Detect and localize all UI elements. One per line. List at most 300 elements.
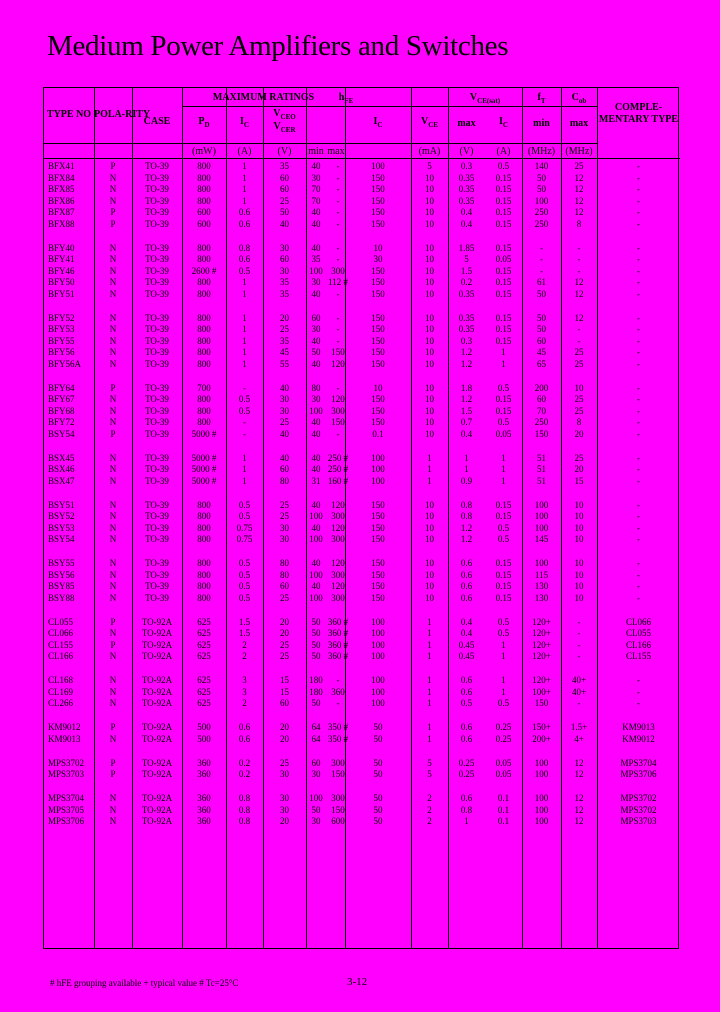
table-cell: 60 xyxy=(280,254,289,264)
table-cell: 2 xyxy=(242,651,247,661)
table-cell: TO-92A xyxy=(141,628,173,638)
table-cell: 100 xyxy=(534,804,549,815)
type-number: BFY64 xyxy=(48,382,75,393)
table-cell: 150 xyxy=(371,581,385,591)
table-row xyxy=(44,266,680,278)
type-number: BFY55 xyxy=(48,335,75,346)
table-cell: 150 xyxy=(371,184,385,194)
table-cell: 0.1 xyxy=(372,428,384,439)
table-cell: 0.5 xyxy=(497,616,510,627)
header-hfe-ic: $I_C$ xyxy=(373,116,383,129)
table-cell: 0.05 xyxy=(495,428,512,439)
table-cell: 300 xyxy=(331,757,345,768)
table-cell: 1.2 xyxy=(460,358,473,369)
table-cell: 800 xyxy=(197,277,211,287)
table-cell: 800 xyxy=(197,394,211,404)
table-cell: 40 xyxy=(280,452,289,463)
table-cell: TO-92A xyxy=(141,722,173,732)
type-number: BFY40 xyxy=(48,242,75,253)
table-cell: TO-39 xyxy=(145,335,169,346)
header-pd: $P_D$ xyxy=(198,116,210,129)
type-number: BFX87 xyxy=(48,207,75,217)
table-cell: 360 # xyxy=(327,639,349,650)
table-cell: N xyxy=(109,242,117,253)
table-cell: 0.5 xyxy=(460,698,473,708)
table-cell: 80 xyxy=(280,558,289,568)
table-cell: 100 xyxy=(534,558,549,568)
table-cell: 40+ xyxy=(571,675,587,685)
table-cell: 1 xyxy=(242,464,247,474)
table-row xyxy=(44,173,680,185)
table-cell: 40 xyxy=(311,499,321,510)
table-cell: 180 xyxy=(309,675,323,685)
table-cell: 10 xyxy=(425,405,434,416)
table-cell: 150 xyxy=(371,558,385,568)
table-cell: 1 xyxy=(242,277,247,287)
table-cell: 12 xyxy=(574,207,584,217)
table-cell: 100 xyxy=(534,522,549,533)
table-cell: 800 xyxy=(197,534,211,544)
table-cell: 360 # xyxy=(327,616,349,627)
table-cell: 800 xyxy=(197,184,211,194)
table-cell: 30 xyxy=(280,534,289,544)
table-row xyxy=(44,429,680,441)
header-hfe-min: min xyxy=(308,146,324,157)
table-cell: 0.2 xyxy=(238,757,251,768)
type-number: BFY50 xyxy=(48,277,75,287)
table-cell: - xyxy=(637,475,640,486)
table-cell: 360 # xyxy=(327,628,349,638)
table-cell: 10 xyxy=(425,335,434,346)
table-cell: 0.45 xyxy=(458,639,475,650)
table-row xyxy=(44,406,680,418)
table-cell: 0.15 xyxy=(495,207,512,217)
table-row xyxy=(44,289,680,301)
table-cell: 1.2 xyxy=(460,534,473,544)
table-cell: 0.2 xyxy=(238,769,251,779)
table-cell: N xyxy=(109,511,117,521)
table-cell: 2 xyxy=(427,793,432,803)
table-cell: 10 xyxy=(425,288,434,299)
table-cell: 150 xyxy=(371,277,385,287)
table-cell: 1 xyxy=(501,464,506,474)
table-cell: 0.2 xyxy=(460,277,473,287)
table-cell: 40 xyxy=(311,464,321,474)
table-cell: 50 xyxy=(311,698,321,708)
table-cell: 50 xyxy=(537,288,546,299)
table-cell: - xyxy=(577,324,581,334)
table-cell: 800 xyxy=(197,254,211,264)
table-cell: 10 xyxy=(574,558,584,568)
type-number: BFY56 xyxy=(48,347,75,357)
table-cell: 0.6 xyxy=(460,733,473,744)
table-cell: 0.5 xyxy=(497,628,510,638)
table-cell: 625 xyxy=(197,616,211,627)
table-cell: 1.85 xyxy=(458,242,475,253)
table-row xyxy=(44,336,680,348)
header-max-ratings: MAXIMUM RATINGS xyxy=(212,92,315,103)
type-number: MPS3706 xyxy=(48,816,85,826)
table-cell: 250 # xyxy=(327,452,349,463)
table-cell: TO-39 xyxy=(145,172,169,183)
type-number: CL168 xyxy=(48,675,74,685)
table-cell: 1.5 xyxy=(460,405,473,416)
table-cell: 1 xyxy=(501,675,506,685)
table-cell: 800 xyxy=(197,242,211,253)
table-cell: 140 xyxy=(534,161,549,171)
table-cell: 350 # xyxy=(327,722,349,732)
table-cell: TO-39 xyxy=(145,522,169,533)
table-cell: 130 xyxy=(534,592,549,603)
table-cell: 25 xyxy=(574,405,584,416)
table-cell: TO-92A xyxy=(141,816,173,826)
table-cell: 60 xyxy=(311,757,321,768)
table-cell: 0.5 xyxy=(238,558,251,568)
table-cell: 0.15 xyxy=(495,581,512,591)
table-cell: 10 xyxy=(425,428,434,439)
unit-pd: (mW) xyxy=(192,146,216,157)
table-cell: TO-39 xyxy=(145,195,169,206)
table-cell: 35 xyxy=(280,277,289,287)
table-cell: 1 xyxy=(427,675,432,685)
table-cell: 250 xyxy=(534,207,549,217)
table-cell: P xyxy=(110,161,116,171)
unit-vsat-text: (V) xyxy=(459,146,474,157)
table-cell: 1 xyxy=(501,347,506,357)
table-cell: 1 xyxy=(501,639,506,650)
table-cell: 12 xyxy=(574,793,584,803)
table-row xyxy=(44,534,680,546)
table-cell: 51 xyxy=(537,452,546,463)
table-cell: 0.8 xyxy=(460,499,473,510)
table-cell: TO-92A xyxy=(141,733,173,744)
table-cell: 10 xyxy=(425,195,434,206)
table-cell: N xyxy=(109,804,117,815)
table-cell: - xyxy=(637,558,640,568)
table-cell: 0.25 xyxy=(458,757,475,768)
table-cell: 150 xyxy=(331,769,345,779)
table-cell: 1 xyxy=(242,335,247,346)
table-cell: 60 xyxy=(537,335,546,346)
table-cell: 1 xyxy=(242,347,247,357)
table-row xyxy=(44,500,680,512)
table-cell: 350 # xyxy=(327,733,349,744)
table-cell: 70 xyxy=(311,184,321,194)
table-cell: 1 xyxy=(427,698,432,708)
table-cell: 30 xyxy=(280,394,289,404)
table-cell: - xyxy=(336,172,340,183)
table-cell: 10 xyxy=(574,581,584,591)
table-cell: 5000 # xyxy=(191,428,217,439)
table-cell: - xyxy=(243,417,246,427)
header-polarity: POLA-RITY xyxy=(94,109,151,120)
table-cell: 100 xyxy=(309,265,323,276)
table-cell: N xyxy=(109,592,117,603)
table-row xyxy=(44,758,680,770)
table-cell: 0.35 xyxy=(458,288,475,299)
table-cell: 100 xyxy=(309,592,323,603)
table-cell: 150+ xyxy=(532,722,551,732)
table-cell: 12 xyxy=(574,312,584,323)
unit-ft-text: (MHz) xyxy=(527,146,556,157)
table-row xyxy=(44,313,680,325)
table-cell: 1 xyxy=(427,452,432,463)
table-cell: 100 xyxy=(371,452,385,463)
table-cell: 5000 # xyxy=(191,475,217,486)
table-cell: 10 xyxy=(373,242,383,253)
table-cell: 0.15 xyxy=(495,184,512,194)
table-cell: TO-39 xyxy=(145,464,169,474)
table-cell: 1 xyxy=(242,288,247,299)
table-cell: 1 xyxy=(427,616,432,627)
table-cell: - xyxy=(637,686,640,697)
table-cell: 40 xyxy=(311,288,321,299)
table-cell: 60 xyxy=(280,184,289,194)
table-cell: 0.15 xyxy=(495,499,512,510)
table-cell: P xyxy=(110,428,116,439)
table-cell: TO-39 xyxy=(145,592,169,603)
table-cell: 10 xyxy=(425,558,434,568)
table-cell: 60 xyxy=(280,698,289,708)
header-ft-min: min xyxy=(533,118,550,129)
table-cell: - xyxy=(243,428,246,439)
table-cell: 150 xyxy=(371,592,385,603)
type-number: BSY54 xyxy=(48,534,75,544)
table-cell: 10 xyxy=(425,184,434,194)
table-cell: 3 xyxy=(242,675,247,685)
table-row xyxy=(44,207,680,219)
table-cell: 61 xyxy=(537,277,546,287)
type-number: BFX84 xyxy=(48,172,75,183)
table-cell: - xyxy=(637,242,640,253)
table-cell: 50 xyxy=(280,207,289,217)
type-number: BSY53 xyxy=(48,522,75,533)
table-cell: P xyxy=(110,218,116,229)
type-number: BFY41 xyxy=(48,254,75,264)
table-cell: - xyxy=(637,522,640,533)
table-cell: TO-39 xyxy=(145,218,169,229)
table-cell: TO-92A xyxy=(141,757,173,768)
table-cell: 64 xyxy=(311,733,321,744)
table-cell: 25 xyxy=(280,324,289,334)
table-cell: 100 xyxy=(309,405,323,416)
type-number: BSX46 xyxy=(48,464,75,474)
table-cell: 10 xyxy=(425,511,434,521)
table-cell: 1.8 xyxy=(460,382,473,393)
type-number: BSY88 xyxy=(48,592,75,603)
table-cell: 0.35 xyxy=(458,184,475,194)
type-number: BFX41 xyxy=(48,161,75,171)
table-cell: 150 xyxy=(371,207,385,217)
table-cell: 25 xyxy=(280,757,289,768)
table-cell: 150 xyxy=(371,358,385,369)
table-cell: 30 xyxy=(280,804,289,815)
table-cell: 50 xyxy=(373,793,383,803)
table-cell: - xyxy=(577,639,581,650)
table-cell: - xyxy=(336,312,340,323)
table-cell: 70 xyxy=(311,195,321,206)
table-cell: TO-92A xyxy=(141,793,173,803)
table-cell: - xyxy=(637,288,640,299)
table-cell: 31 xyxy=(311,475,321,486)
header-vcesat: $V_{CE(sat)}$ xyxy=(469,92,501,105)
table-cell: 0.75 xyxy=(236,534,253,544)
table-cell: 0.5 xyxy=(497,698,510,708)
table-cell: MPS3702 xyxy=(620,793,657,803)
table-cell: 4+ xyxy=(574,733,584,744)
table-cell: 800 xyxy=(197,347,211,357)
table-cell: 30 xyxy=(280,769,289,779)
table-cell: 0.5 xyxy=(497,161,510,171)
table-cell: 0.6 xyxy=(238,218,251,229)
table-cell: N xyxy=(109,277,117,287)
table-cell: 0.6 xyxy=(238,254,251,264)
table-row xyxy=(44,687,680,699)
table-cell: - xyxy=(637,207,640,217)
table-cell: 10 xyxy=(425,358,434,369)
table-cell: 10 xyxy=(574,511,584,521)
table-cell: 5 xyxy=(427,769,432,779)
table-cell: N xyxy=(109,254,117,264)
table-cell: 800 xyxy=(197,417,211,427)
table-cell: 800 xyxy=(197,511,211,521)
table-cell: 50 xyxy=(311,628,321,638)
table-cell: - xyxy=(637,464,640,474)
table-cell: - xyxy=(637,382,640,393)
table-cell: N xyxy=(109,569,117,580)
table-cell: 100 xyxy=(371,651,385,661)
table-cell: 145 xyxy=(534,534,549,544)
table-cell: 100 xyxy=(371,464,385,474)
header-vcesat-max: max xyxy=(457,118,476,129)
table-cell: 30 xyxy=(280,522,289,533)
table-cell: 20 xyxy=(280,733,289,744)
table-cell: 1 xyxy=(501,452,506,463)
table-row xyxy=(44,558,680,570)
table-cell: 45 xyxy=(537,347,546,357)
table-cell: 1 xyxy=(501,686,506,697)
table-cell: TO-39 xyxy=(145,475,169,486)
table-cell: 10 xyxy=(425,324,434,334)
table-cell: 0.1 xyxy=(497,793,510,803)
table-cell: 10 xyxy=(425,207,434,217)
table-cell: 12 xyxy=(574,769,584,779)
table-cell: 150 xyxy=(371,394,385,404)
table-cell: 10 xyxy=(425,218,434,229)
table-cell: - xyxy=(637,218,640,229)
table-cell: 800 xyxy=(197,335,211,346)
table-cell: 100 xyxy=(309,793,323,803)
table-cell: - xyxy=(637,312,640,323)
table-cell: 800 xyxy=(197,522,211,533)
table-cell: 150 xyxy=(371,417,385,427)
table-cell: 300 xyxy=(331,265,345,276)
table-cell: 0.5 xyxy=(497,417,510,427)
table-cell: 30 xyxy=(373,254,383,264)
type-number: BSY55 xyxy=(48,558,75,568)
header-cob: $C_{ob}$ xyxy=(571,92,587,105)
table-cell: 625 xyxy=(197,651,211,661)
table-cell: CL166 xyxy=(625,639,651,650)
table-cell: N xyxy=(109,558,117,568)
table-cell: 15 xyxy=(280,686,289,697)
table-row xyxy=(44,196,680,208)
table-cell: 10 xyxy=(425,172,434,183)
type-number: KM9012 xyxy=(48,722,81,732)
table-row xyxy=(44,453,680,465)
type-number: BFY72 xyxy=(48,417,75,427)
table-cell: 625 xyxy=(197,698,211,708)
table-cell: 5000 # xyxy=(191,464,217,474)
table-cell: 10 xyxy=(425,312,434,323)
table-cell: 100 xyxy=(534,511,549,521)
table-cell: TO-39 xyxy=(145,324,169,334)
table-cell: 10 xyxy=(574,499,584,510)
table-row xyxy=(44,277,680,289)
table-cell: 0.15 xyxy=(495,569,512,580)
header-case: CASE xyxy=(143,116,171,127)
table-cell: 10 xyxy=(425,394,434,404)
table-cell: 0.6 xyxy=(460,558,473,568)
table-cell: TO-39 xyxy=(145,452,169,463)
page-number: 3-12 xyxy=(347,976,368,988)
table-cell: 1 xyxy=(242,324,247,334)
table-cell: P xyxy=(110,769,116,779)
table-cell: 300 xyxy=(331,793,345,803)
table-cell: N xyxy=(109,816,117,826)
table-row xyxy=(44,793,680,805)
table-cell: 0.5 xyxy=(497,382,510,393)
table-cell: 0.15 xyxy=(495,172,512,183)
table-cell: 40 xyxy=(280,382,289,393)
table-cell: 1 xyxy=(501,651,506,661)
table-cell: - xyxy=(637,511,640,521)
table-cell: 45 xyxy=(280,347,289,357)
table-cell: 10 xyxy=(425,417,434,427)
table-cell: TO-39 xyxy=(145,534,169,544)
table-cell: N xyxy=(109,686,117,697)
table-row xyxy=(44,254,680,266)
type-number: BSX45 xyxy=(48,452,75,463)
table-cell: 10 xyxy=(574,382,584,393)
type-number: BSY85 xyxy=(48,581,75,591)
table-cell: 0.45 xyxy=(458,651,475,661)
table-cell: 0.15 xyxy=(495,335,512,346)
table-cell: 25 xyxy=(280,417,289,427)
table-cell: 150 xyxy=(534,698,549,708)
table-cell: TO-39 xyxy=(145,558,169,568)
table-cell: 40 xyxy=(311,335,321,346)
table-cell: 0.5 xyxy=(238,581,251,591)
table-cell: 800 xyxy=(197,161,211,171)
table-cell: 50 xyxy=(311,616,321,627)
table-cell: N xyxy=(109,184,117,194)
table-cell: 0.35 xyxy=(458,172,475,183)
table-cell: 0.6 xyxy=(460,722,473,732)
table-cell: 1 xyxy=(242,452,247,463)
table-cell: - xyxy=(336,218,340,229)
table-cell: 300 xyxy=(331,569,345,580)
table-cell: 2 xyxy=(242,698,247,708)
table-cell: TO-39 xyxy=(145,581,169,591)
table-cell: 12 xyxy=(574,172,584,183)
table-cell: MPS3702 xyxy=(620,804,657,815)
table-cell: - xyxy=(637,452,640,463)
table-cell: 20 xyxy=(574,428,584,439)
table-cell: 130 xyxy=(534,581,549,591)
table-cell: - xyxy=(336,161,340,171)
type-number: BFY51 xyxy=(48,288,75,299)
